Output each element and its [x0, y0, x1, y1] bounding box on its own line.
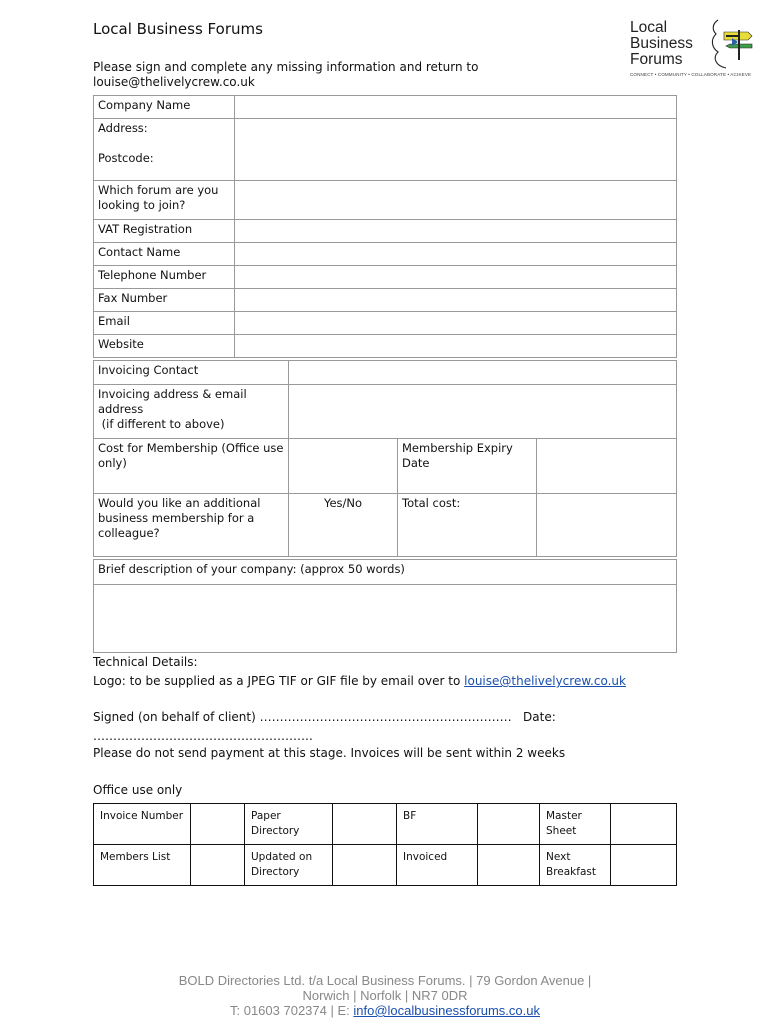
next-breakfast-label: Next Breakfast [540, 845, 611, 886]
membership-expiry-field[interactable] [537, 439, 677, 494]
logo-email-link[interactable]: louise@thelivelycrew.co.uk [464, 674, 626, 688]
members-list-field[interactable] [191, 845, 245, 886]
logo-instructions [93, 674, 626, 688]
vat-field[interactable] [235, 220, 677, 243]
bf-label: BF [397, 804, 478, 845]
logo-word-business: Business [630, 35, 693, 52]
contact-name-label: Contact Name [94, 243, 235, 266]
payment-note: Please do not send payment at this stage. Invoices will be sent within 2 weeks [93, 746, 566, 760]
membership-expiry-label: Membership Expiry Date [398, 439, 537, 494]
membership-cost-label: Cost for Membership (Office use only) [94, 439, 289, 494]
invoiced-label: Invoiced [397, 845, 478, 886]
footer [0, 973, 770, 1018]
instructions [93, 60, 513, 90]
invoiced-field[interactable] [478, 845, 540, 886]
footer-email-link[interactable]: info@localbusinessforums.co.uk [353, 1003, 540, 1018]
description-field[interactable] [94, 585, 677, 653]
description-table [93, 559, 677, 653]
invoicing-contact-field[interactable] [289, 361, 677, 385]
logo-instructions-text: Logo: to be supplied as a JPEG TIF or GIF file by email over to [93, 674, 465, 688]
total-cost-label: Total cost: [398, 494, 537, 557]
footer-phone: T: 01603 702374 | E: [230, 1003, 354, 1018]
description-label: Brief description of your company: (approx 50 words) [94, 560, 677, 585]
footer-address-line: Norwich | Norfolk | NR7 0DR [302, 988, 468, 1003]
website-field[interactable] [235, 335, 677, 358]
forum-label: Which forum are you looking to join? [94, 181, 235, 220]
email-field[interactable] [235, 312, 677, 335]
email-label: Email [94, 312, 235, 335]
fax-label: Fax Number [94, 289, 235, 312]
office-use-table [93, 803, 677, 886]
local-business-forums-logo [628, 18, 756, 80]
vat-label: VAT Registration [94, 220, 235, 243]
invoicing-address-note: (if different to above) [98, 417, 225, 431]
logo-word-local: Local [630, 19, 668, 36]
members-list-label: Members List [94, 845, 191, 886]
telephone-field[interactable] [235, 266, 677, 289]
form-title: Local Business Forums [93, 20, 263, 38]
updated-directory-field[interactable] [333, 845, 397, 886]
address-field[interactable] [235, 119, 677, 181]
signature-dots: ………………………………………………. [93, 729, 313, 743]
master-sheet-field[interactable] [611, 804, 677, 845]
updated-directory-label: Updated on Directory [245, 845, 333, 886]
company-details-table [93, 95, 677, 358]
telephone-label: Telephone Number [94, 266, 235, 289]
master-sheet-label: Master Sheet [540, 804, 611, 845]
invoicing-address-label: Invoicing address & email address [98, 387, 247, 416]
fax-field[interactable] [235, 289, 677, 312]
invoicing-address-label-cell [94, 385, 289, 439]
technical-details-heading: Technical Details: [93, 655, 198, 669]
address-label-cell [94, 119, 235, 181]
total-cost-field[interactable] [537, 494, 677, 557]
website-label: Website [94, 335, 235, 358]
invoice-number-field[interactable] [191, 804, 245, 845]
paper-directory-field[interactable] [333, 804, 397, 845]
contact-name-field[interactable] [235, 243, 677, 266]
forum-field[interactable] [235, 181, 677, 220]
instruction-line-1: Please sign and complete any missing information and return to [93, 60, 479, 74]
invoicing-contact-label: Invoicing Contact [94, 361, 289, 385]
signpost-icon [704, 18, 756, 70]
next-breakfast-field[interactable] [611, 845, 677, 886]
footer-company-line: BOLD Directories Ltd. t/a Local Business Forums. | 79 Gordon Avenue | [178, 973, 592, 988]
company-name-label: Company Name [94, 96, 235, 119]
invoicing-table [93, 360, 677, 557]
company-name-field[interactable] [235, 96, 677, 119]
bf-field[interactable] [478, 804, 540, 845]
footer-contact-line [0, 1003, 770, 1018]
logo-tagline: CONNECT • COMMUNITY • COLLABORATE • ACHIEVE [630, 72, 752, 77]
signature-line: Signed (on behalf of client) ……………………………………………………… Date: [93, 710, 556, 724]
additional-membership-label: Would you like an additional business membership for a colleague? [94, 494, 289, 557]
paper-directory-label: Paper Directory [245, 804, 333, 845]
membership-cost-field[interactable] [289, 439, 398, 494]
postcode-label: Postcode: [98, 151, 154, 165]
invoice-number-label: Invoice Number [94, 804, 191, 845]
instruction-email: louise@thelivelycrew.co.uk [93, 75, 255, 89]
additional-membership-yes-no[interactable]: Yes/No [289, 494, 398, 557]
invoicing-address-field[interactable] [289, 385, 677, 439]
office-use-heading: Office use only [93, 783, 183, 797]
address-label: Address: [98, 121, 148, 135]
logo-word-forums: Forums [630, 51, 683, 68]
logo-text [630, 20, 693, 68]
